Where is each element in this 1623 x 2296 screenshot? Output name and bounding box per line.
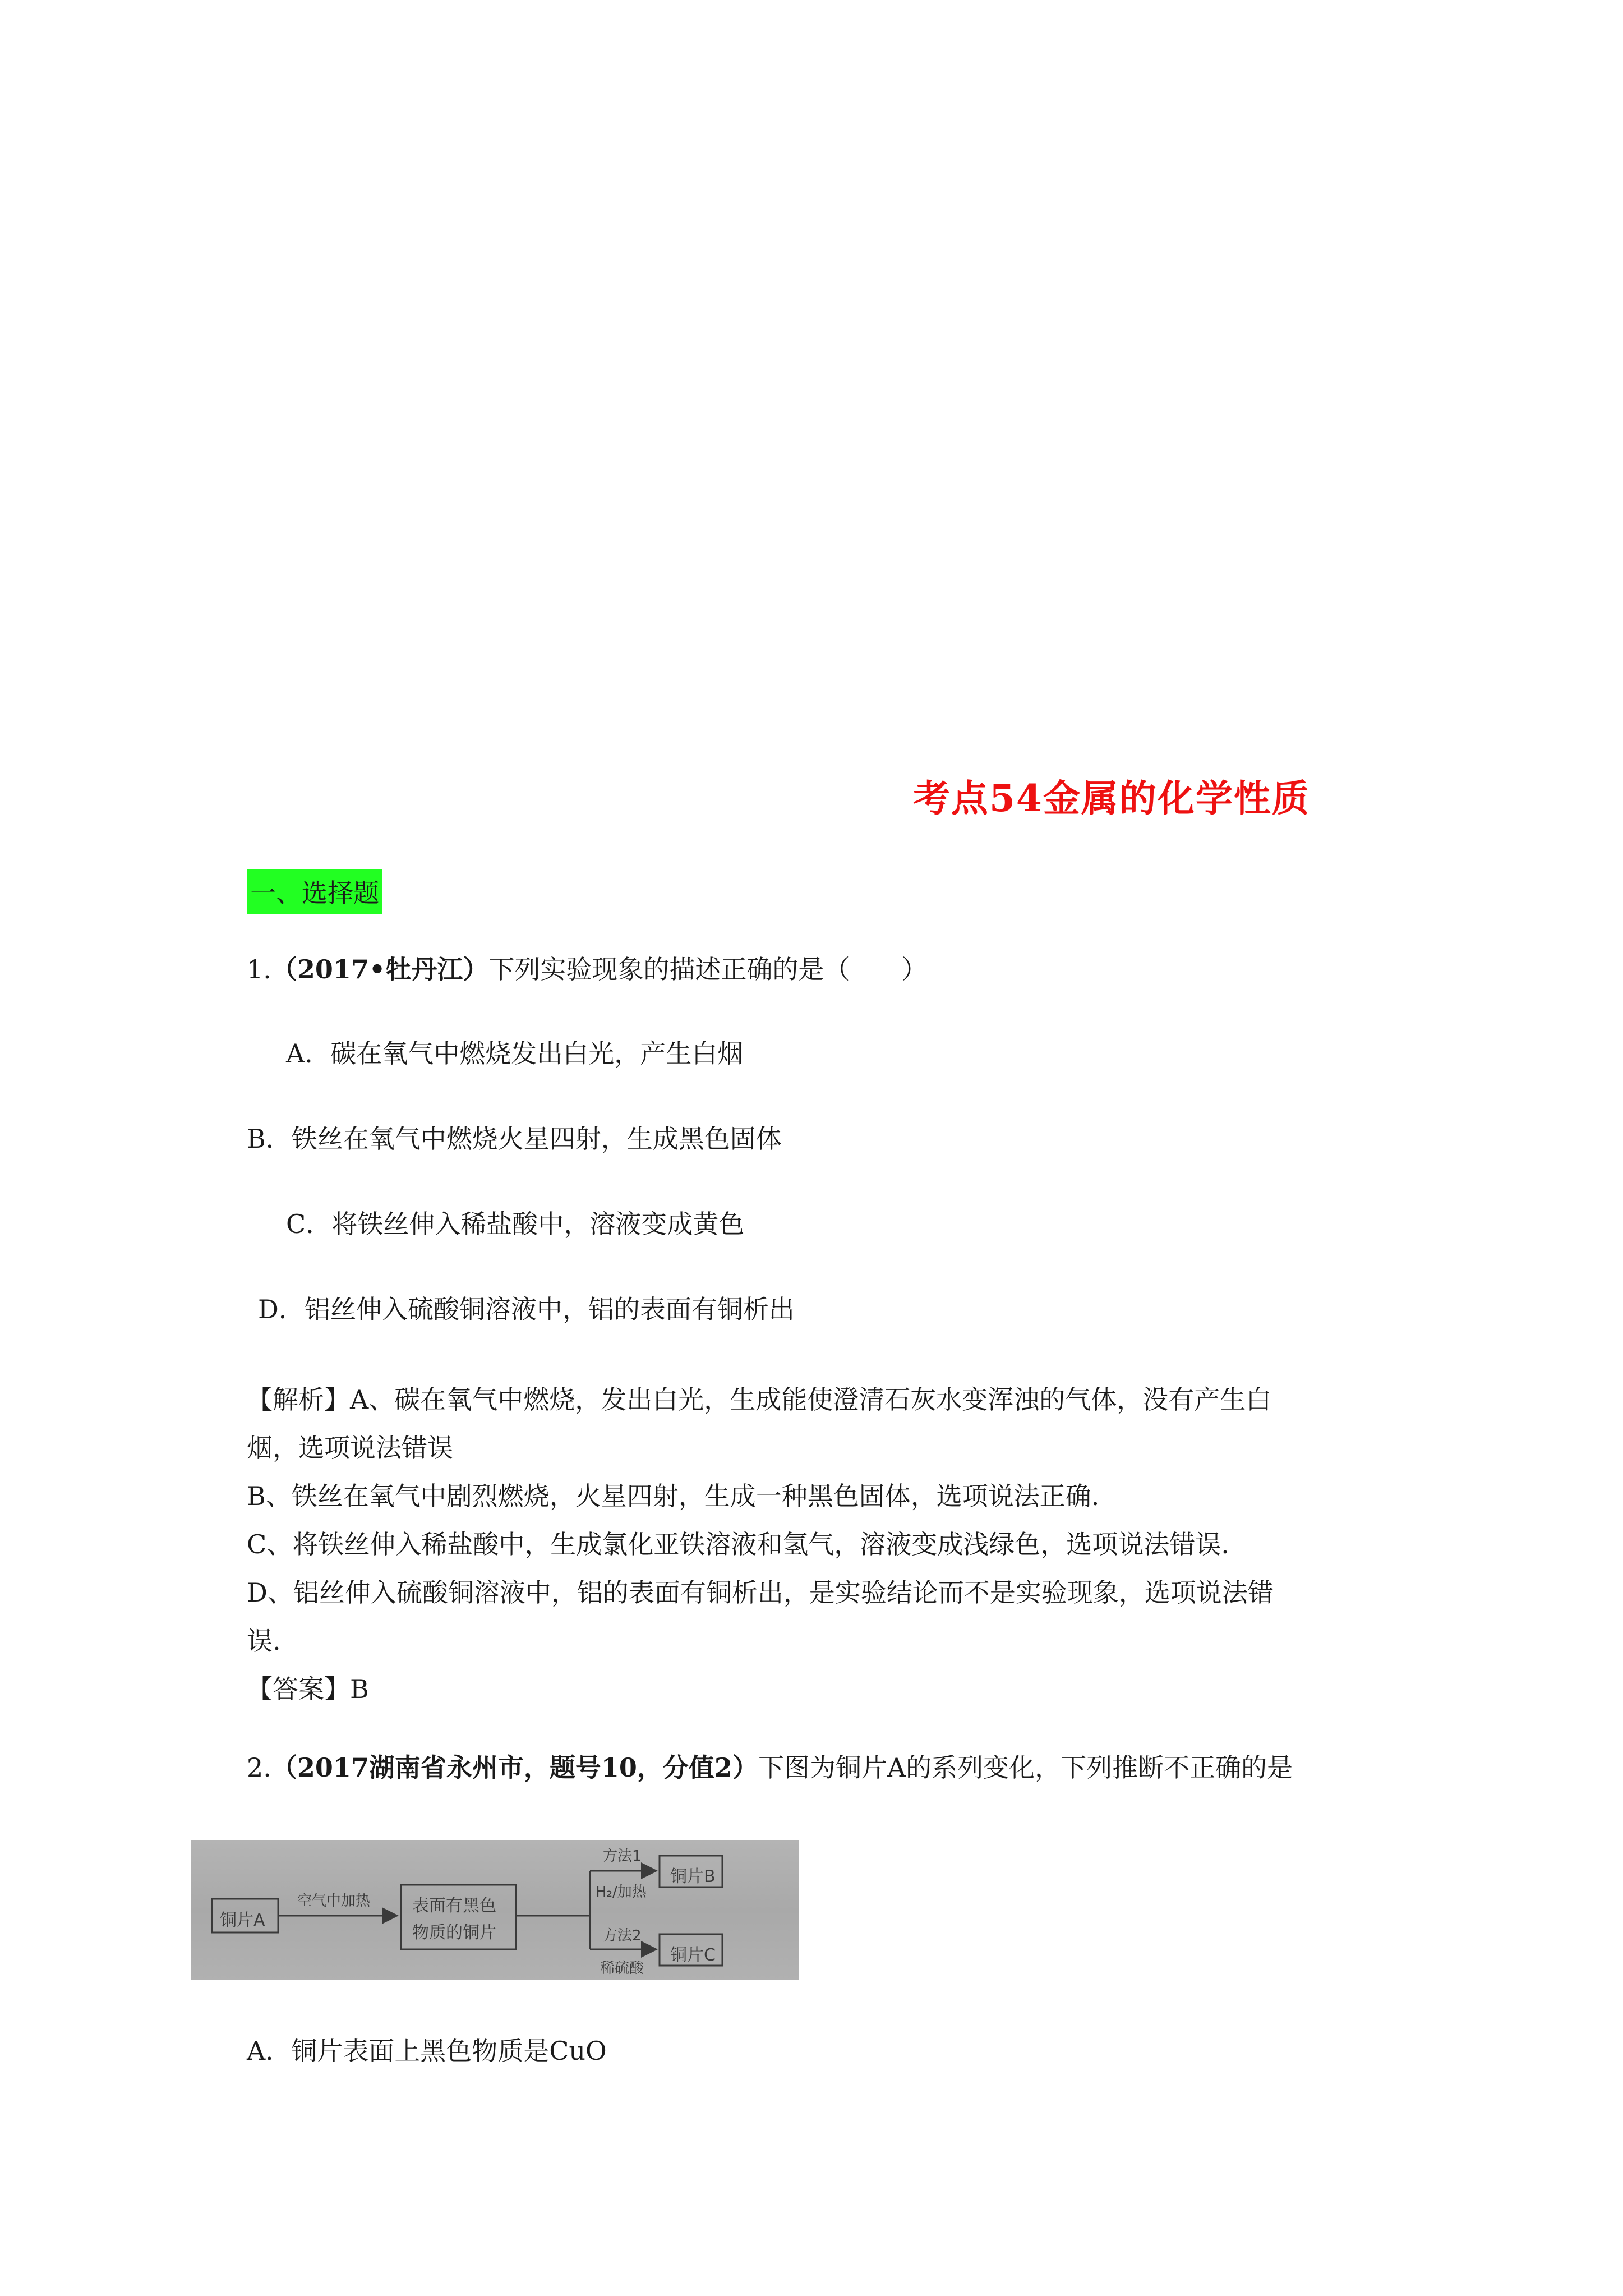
section-heading: 一、选择题 [247,869,382,914]
label-method-2: 方法2 [603,1927,642,1944]
question-1-option-c: C．将铁丝伸入稀盐酸中，溶液变成黄色 [286,1209,745,1239]
analysis-line: 误. [247,1626,281,1656]
label-copper-b: 铜片B [670,1867,716,1887]
analysis-line: 【解析】A、碳在氧气中燃烧，发出白光，生成能使澄清石灰水变浑浊的气体，没有产生白 [247,1384,1272,1415]
label-method-2-reagent: 稀硫酸 [600,1960,644,1977]
question-2-text: 下图为铜片A的系列变化，下列推断不正确的是 [758,1752,1293,1783]
analysis-line: B、铁丝在氧气中剧烈燃烧，火星四射，生成一种黑色固体，选项说法正确. [247,1481,1100,1511]
copper-transformation-diagram [191,1840,799,1980]
label-heat-in-air: 空气中加热 [297,1893,371,1910]
question-1-source: （2017•牡丹江） [271,954,489,984]
question-1-stem [247,949,927,986]
question-2-number: 2. [247,1752,271,1783]
question-1-analysis [247,1375,1396,1713]
question-2-stem [247,1747,1293,1784]
question-1-option-d: D．铝丝伸入硫酸铜溶液中，铝的表面有铜析出 [258,1294,795,1324]
analysis-line: C、将铁丝伸入稀盐酸中，生成氯化亚铁溶液和氢气，溶液变成浅绿色，选项说法错误. [247,1529,1229,1559]
question-1-text: 下列实验现象的描述正确的是（ ） [488,954,928,984]
answer-line: 【答案】B [247,1674,369,1704]
question-2-source: （2017湖南省永州市，题号10，分值2） [271,1752,758,1783]
analysis-line: D、铝丝伸入硫酸铜溶液中，铝的表面有铜析出，是实验结论而不是实验现象，选项说法错 [247,1577,1274,1608]
label-middle-line2: 物质的铜片 [412,1923,496,1943]
analysis-line: 烟，选项说法错误 [247,1433,453,1463]
label-copper-a: 铜片A [220,1911,265,1930]
question-1-option-b: B．铁丝在氧气中燃烧火星四射，生成黑色固体 [247,1124,782,1154]
label-middle-line1: 表面有黑色 [412,1896,496,1916]
label-method-1: 方法1 [603,1848,642,1865]
question-1-number: 1. [247,954,271,984]
page-title: 考点54金属的化学性质 [913,776,1310,820]
question-2-option-a: A．铜片表面上黑色物质是CuO [247,2036,607,2066]
question-1-option-a: A．碳在氧气中燃烧发出白光，产生白烟 [286,1038,744,1069]
label-copper-c: 铜片C [670,1945,716,1965]
label-method-1-reagent: H₂/加热 [596,1884,647,1901]
